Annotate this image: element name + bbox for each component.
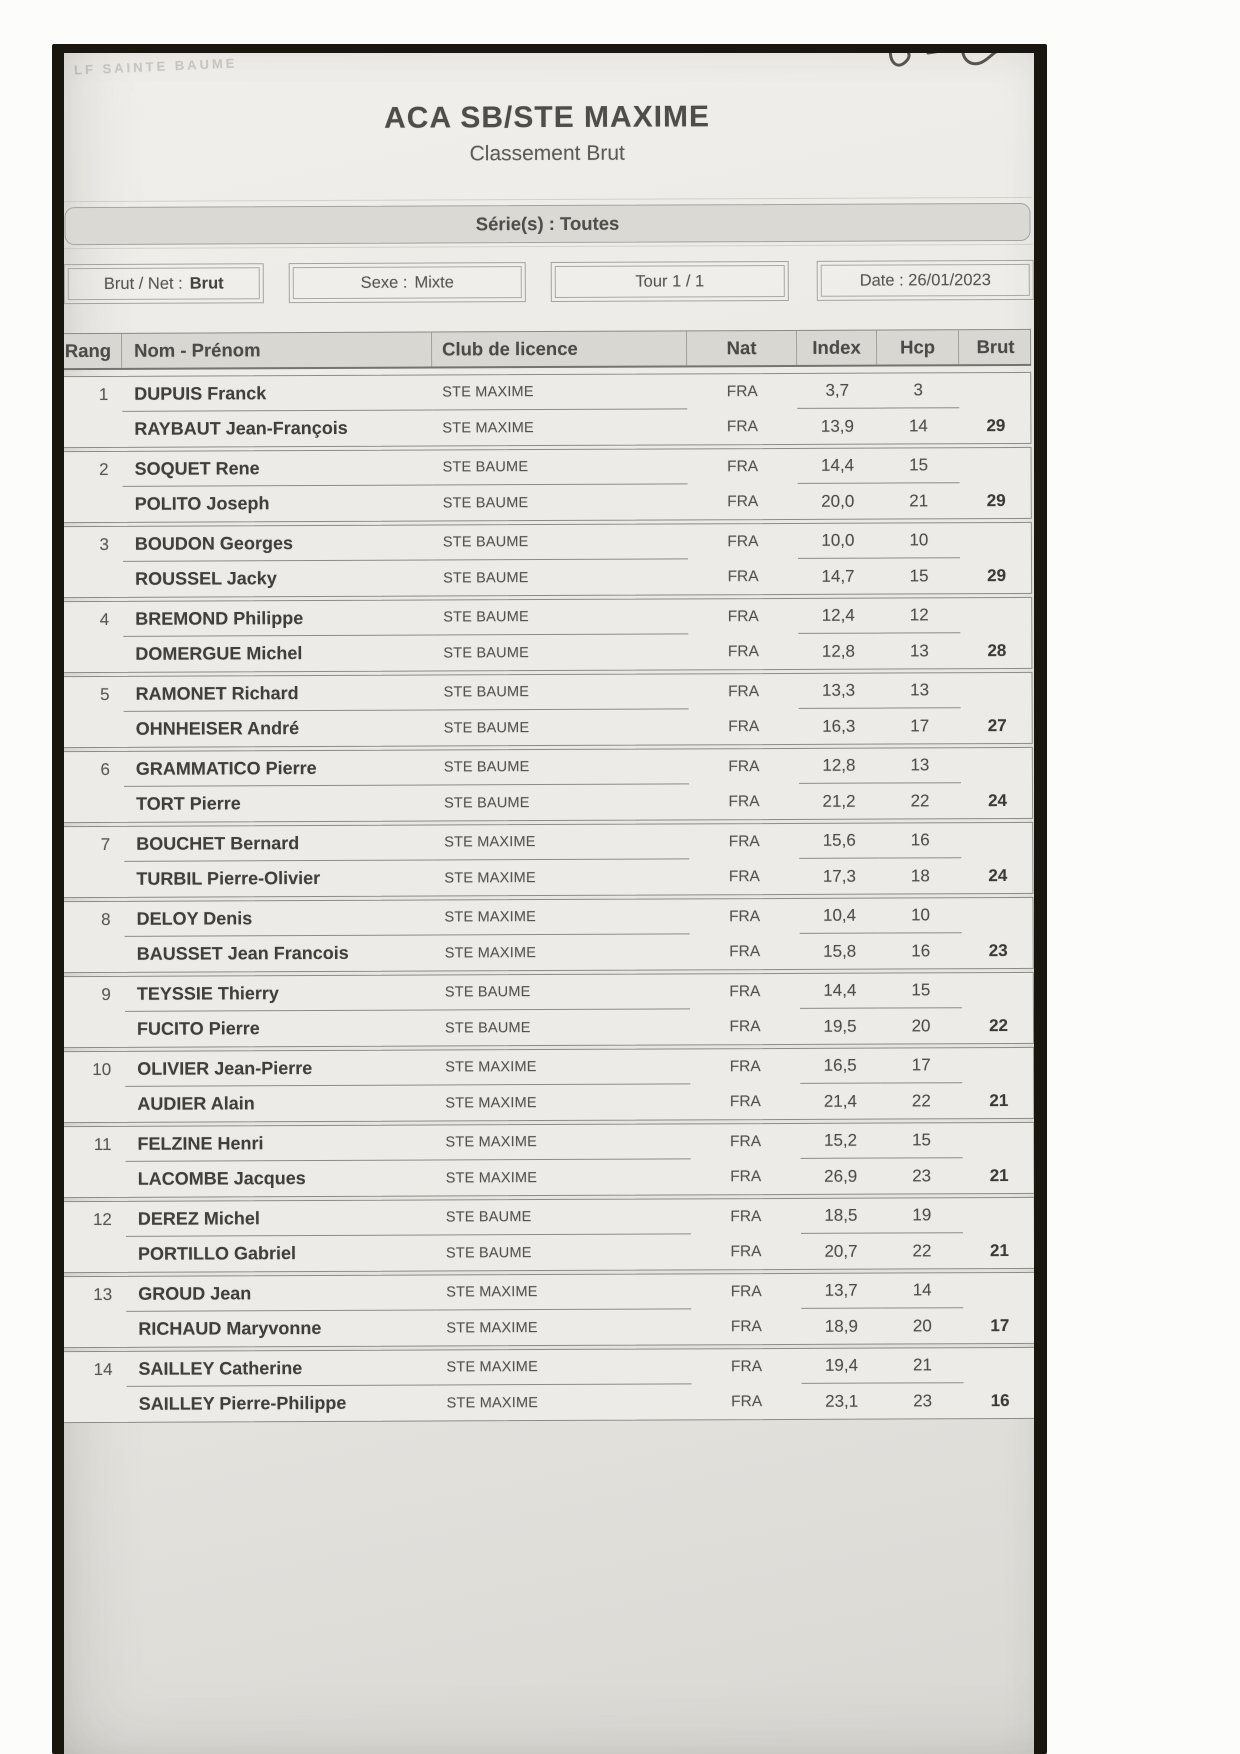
team-rank-spacer xyxy=(64,412,122,447)
team-brut: 24 xyxy=(988,865,1008,885)
team-brut: 21 xyxy=(989,1240,1009,1260)
player-name: TEYSSIE Thierry xyxy=(125,976,435,1012)
player-row-2 xyxy=(64,1158,1034,1197)
player-name: OLIVIER Jean-Pierre xyxy=(125,1051,435,1087)
filter-tour-label: Tour 1 / 1 xyxy=(635,271,705,291)
player-club: STE MAXIME xyxy=(444,869,536,886)
player-hcp: 12 xyxy=(878,598,960,633)
player-hcp: 15 xyxy=(909,565,929,585)
header-cell-club: Club de licence xyxy=(432,331,687,366)
filter-row xyxy=(64,260,1033,304)
player-row-1 xyxy=(64,1198,1034,1237)
team-block xyxy=(64,672,1033,748)
player-hcp: 15 xyxy=(880,1123,962,1158)
team-rank: 9 xyxy=(101,984,111,1004)
team-brut: 27 xyxy=(987,715,1007,735)
player-club: STE MAXIME xyxy=(444,944,537,961)
player-name: FUCITO Pierre xyxy=(136,1018,260,1039)
filter-brut-net-label: Brut / Net : xyxy=(103,274,183,293)
team-rank-spacer xyxy=(64,712,124,747)
player-club: STE BAUME xyxy=(443,719,530,736)
player-index: 18,9 xyxy=(824,1316,858,1336)
scan-frame xyxy=(52,44,1047,1754)
player-index: 17,3 xyxy=(822,866,856,886)
player-row-1 xyxy=(64,1348,1034,1387)
player-nat: FRA xyxy=(728,832,760,850)
team-block xyxy=(64,522,1032,598)
filter-sexe-value: Mixte xyxy=(414,272,454,292)
player-name: TORT Pierre xyxy=(136,793,241,814)
team-brut: 21 xyxy=(989,1090,1009,1110)
team-block xyxy=(64,372,1031,448)
player-index: 10,4 xyxy=(799,899,879,934)
player-row-1 xyxy=(64,748,1032,787)
player-nat: FRA xyxy=(729,1057,761,1075)
player-name: DELOY Denis xyxy=(124,901,434,937)
player-row-2 xyxy=(64,933,1033,972)
player-name: GROUD Jean xyxy=(126,1275,436,1311)
team-block xyxy=(64,1047,1034,1123)
player-row-2 xyxy=(64,1008,1033,1047)
series-bar xyxy=(64,203,1030,245)
team-rank: 14 xyxy=(93,1359,113,1379)
team-brut: 22 xyxy=(989,1015,1009,1035)
player-hcp: 16 xyxy=(879,823,961,858)
player-hcp: 10 xyxy=(879,898,961,933)
team-brut: 28 xyxy=(987,640,1007,660)
player-nat: FRA xyxy=(726,382,758,400)
team-block xyxy=(64,1272,1034,1348)
team-brut-spacer xyxy=(959,373,1032,408)
player-nat: FRA xyxy=(728,757,760,775)
team-block xyxy=(64,1122,1034,1198)
team-block xyxy=(64,972,1034,1048)
player-name: GRAMMATICO Pierre xyxy=(124,751,434,787)
player-club: STE BAUME xyxy=(435,974,690,1010)
team-rank: 4 xyxy=(99,609,110,629)
team-rank-spacer xyxy=(64,787,124,822)
filter-sexe-label: Sexe : xyxy=(360,273,408,292)
player-index: 12,8 xyxy=(821,641,855,661)
player-row-1 xyxy=(64,973,1033,1012)
player-club: STE BAUME xyxy=(433,674,688,710)
player-club: STE MAXIME xyxy=(432,374,687,410)
player-hcp: 20 xyxy=(911,1015,931,1035)
team-rank-spacer xyxy=(64,1237,126,1272)
player-index: 18,5 xyxy=(801,1199,881,1234)
player-name: BREMOND Philippe xyxy=(123,601,433,637)
player-name: DOMERGUE Michel xyxy=(135,643,303,664)
player-hcp: 23 xyxy=(913,1390,933,1410)
player-hcp: 17 xyxy=(910,715,930,735)
player-row-1 xyxy=(64,898,1033,937)
player-index: 14,4 xyxy=(800,974,880,1009)
player-nat: FRA xyxy=(727,567,759,585)
team-brut-spacer xyxy=(963,1273,1034,1308)
player-index: 15,6 xyxy=(799,824,879,859)
player-index: 26,9 xyxy=(824,1166,858,1186)
team-brut: 16 xyxy=(990,1390,1010,1410)
team-rank-spacer xyxy=(64,637,123,672)
player-name: RAYBAUT Jean-François xyxy=(134,417,348,439)
player-row-1 xyxy=(64,1048,1033,1087)
player-nat: FRA xyxy=(728,682,760,700)
player-club: STE BAUME xyxy=(443,644,530,661)
team-brut-spacer xyxy=(962,1048,1034,1083)
player-club: STE MAXIME xyxy=(434,824,689,860)
player-hcp: 13 xyxy=(878,673,960,708)
player-name: POLITO Joseph xyxy=(134,493,270,514)
player-index: 13,3 xyxy=(798,674,878,709)
player-index: 15,8 xyxy=(823,941,857,961)
team-brut-spacer xyxy=(961,898,1034,933)
player-nat: FRA xyxy=(727,607,759,625)
player-index: 21,4 xyxy=(823,1091,857,1111)
player-index: 3,7 xyxy=(797,374,877,409)
player-row-2 xyxy=(64,633,1031,672)
player-index: 20,7 xyxy=(824,1241,858,1261)
player-name: TURBIL Pierre-Olivier xyxy=(136,868,321,889)
team-brut-spacer xyxy=(960,523,1033,558)
player-row-2 xyxy=(64,1383,1034,1422)
player-hcp: 14 xyxy=(908,415,928,435)
player-club: STE MAXIME xyxy=(445,1169,538,1186)
team-rank: 8 xyxy=(101,909,111,929)
team-brut-spacer xyxy=(960,448,1033,483)
team-brut-spacer xyxy=(961,823,1034,858)
team-rank-spacer xyxy=(64,1312,126,1347)
player-hcp: 3 xyxy=(877,373,959,408)
player-club: STE MAXIME xyxy=(436,1349,691,1385)
team-rank: 5 xyxy=(100,684,110,704)
player-club: STE BAUME xyxy=(434,749,689,785)
player-hcp: 18 xyxy=(910,865,930,885)
player-index: 10,0 xyxy=(798,524,878,559)
player-hcp: 17 xyxy=(880,1048,962,1083)
team-block xyxy=(64,1197,1034,1273)
team-block xyxy=(64,897,1034,973)
player-hcp: 22 xyxy=(912,1240,932,1260)
filter-box-date xyxy=(817,260,1034,301)
filter-brut-net-value: Brut xyxy=(189,273,224,293)
player-hcp: 13 xyxy=(879,748,961,783)
header-cell-index: Index xyxy=(797,331,877,365)
results-table xyxy=(64,329,1034,1426)
team-rank-spacer xyxy=(64,1162,126,1197)
player-hcp: 22 xyxy=(911,1090,931,1110)
team-rank: 2 xyxy=(99,459,109,479)
player-row-2 xyxy=(64,1308,1034,1347)
player-index: 14,7 xyxy=(821,566,855,586)
player-index: 20,0 xyxy=(821,491,855,511)
fold-line-bottom xyxy=(64,244,1033,249)
team-brut-spacer xyxy=(962,973,1034,1008)
player-club: STE MAXIME xyxy=(442,419,534,436)
player-row-1 xyxy=(64,1273,1034,1312)
player-club: STE BAUME xyxy=(433,524,688,560)
player-name: ROUSSEL Jacky xyxy=(135,568,277,589)
player-index: 12,8 xyxy=(799,749,879,784)
team-brut: 24 xyxy=(988,790,1008,810)
team-brut: 29 xyxy=(986,490,1006,510)
player-club: STE MAXIME xyxy=(446,1319,538,1336)
player-index: 13,7 xyxy=(801,1274,881,1309)
player-nat: FRA xyxy=(730,1317,762,1335)
player-name: OHNHEISER André xyxy=(135,718,300,739)
player-index: 12,4 xyxy=(798,599,878,634)
player-hcp: 20 xyxy=(912,1315,932,1335)
player-hcp: 21 xyxy=(881,1348,963,1383)
player-row-2 xyxy=(64,708,1032,747)
player-club: STE MAXIME xyxy=(435,1124,690,1160)
team-brut: 29 xyxy=(986,415,1006,435)
player-name: LACOMBE Jacques xyxy=(137,1168,306,1189)
filter-box-brut-net xyxy=(64,263,264,304)
teams-body xyxy=(64,372,1034,1423)
table-header-row xyxy=(64,329,1031,370)
team-rank-spacer xyxy=(64,862,124,897)
player-club: STE MAXIME xyxy=(445,1094,537,1111)
player-row-2 xyxy=(64,858,1032,897)
player-row-1 xyxy=(64,373,1030,412)
player-index: 19,5 xyxy=(823,1016,857,1036)
player-name: RAMONET Richard xyxy=(123,676,433,712)
player-nat: FRA xyxy=(731,1392,763,1410)
player-name: BOUDON Georges xyxy=(123,526,433,562)
player-nat: FRA xyxy=(729,942,761,960)
player-hcp: 10 xyxy=(878,523,960,558)
team-brut-spacer xyxy=(961,748,1034,783)
player-index: 16,5 xyxy=(800,1049,880,1084)
fold-line-top xyxy=(64,197,1032,202)
player-row-2 xyxy=(64,1233,1034,1272)
player-club: STE MAXIME xyxy=(434,899,689,935)
player-row-1 xyxy=(64,523,1031,562)
player-row-1 xyxy=(64,448,1031,487)
player-hcp: 13 xyxy=(909,640,929,660)
header-cell-hcp: Hcp xyxy=(877,330,959,364)
player-row-2 xyxy=(64,783,1032,822)
team-rank-spacer xyxy=(64,1387,127,1422)
player-row-2 xyxy=(64,408,1030,447)
player-hcp: 19 xyxy=(881,1198,963,1233)
team-rank: 1 xyxy=(98,384,109,404)
player-nat: FRA xyxy=(730,1207,762,1225)
player-row-2 xyxy=(64,558,1031,597)
team-block xyxy=(64,597,1032,673)
player-hcp: 23 xyxy=(912,1165,932,1185)
team-block xyxy=(64,1347,1034,1423)
player-hcp: 16 xyxy=(911,940,931,960)
team-rank: 7 xyxy=(100,834,111,854)
player-nat: FRA xyxy=(728,867,760,885)
player-index: 19,4 xyxy=(801,1349,881,1384)
paper-sheet xyxy=(64,53,1034,1754)
page-subtitle: Classement Brut xyxy=(469,141,625,166)
player-nat: FRA xyxy=(727,457,759,475)
team-brut: 23 xyxy=(988,940,1008,960)
player-row-1 xyxy=(64,1123,1034,1162)
player-nat: FRA xyxy=(729,1132,762,1150)
player-nat: FRA xyxy=(727,492,759,510)
player-name: DUPUIS Franck xyxy=(122,376,432,412)
player-index: 23,1 xyxy=(825,1391,859,1411)
filter-date-label: Date : 26/01/2023 xyxy=(859,270,991,290)
team-block xyxy=(64,747,1033,823)
filter-box-tour xyxy=(551,261,789,302)
team-rank-spacer xyxy=(64,1087,125,1122)
player-name: AUDIER Alain xyxy=(137,1093,255,1114)
player-club: STE BAUME xyxy=(442,494,529,511)
player-club: STE BAUME xyxy=(445,1244,532,1261)
player-hcp: 15 xyxy=(878,448,960,483)
player-index: 16,3 xyxy=(822,716,856,736)
team-rank: 3 xyxy=(99,534,109,554)
team-brut: 17 xyxy=(990,1315,1010,1335)
header-cell-rank: Rang xyxy=(64,334,122,368)
player-club: STE BAUME xyxy=(436,1199,691,1235)
team-brut-spacer xyxy=(960,673,1033,708)
team-block xyxy=(64,822,1033,898)
player-hcp: 22 xyxy=(910,790,930,810)
player-name: SOQUET Rene xyxy=(123,451,433,487)
player-name: BOUCHET Bernard xyxy=(124,826,434,862)
player-club: STE BAUME xyxy=(443,569,529,586)
team-rank: 12 xyxy=(92,1209,112,1229)
player-nat: FRA xyxy=(729,1092,761,1110)
header-cell-brut: Brut xyxy=(976,335,1015,358)
player-index: 21,2 xyxy=(822,791,856,811)
player-nat: FRA xyxy=(729,982,761,1000)
team-brut-spacer xyxy=(963,1198,1034,1233)
page-title: ACA SB/STE MAXIME xyxy=(384,100,711,135)
player-hcp: 15 xyxy=(880,973,962,1008)
team-rank: 13 xyxy=(93,1284,113,1304)
player-nat: FRA xyxy=(730,1167,762,1185)
letterhead-stamp: LF SAINTE BAUME xyxy=(73,55,238,78)
player-nat: FRA xyxy=(730,1282,762,1300)
player-index: 14,4 xyxy=(798,449,878,484)
player-nat: FRA xyxy=(729,907,761,925)
player-nat: FRA xyxy=(726,417,758,435)
player-name: FELZINE Henri xyxy=(125,1126,435,1162)
team-brut: 29 xyxy=(987,565,1007,585)
team-rank-spacer xyxy=(64,1012,125,1047)
player-row-1 xyxy=(64,598,1031,637)
player-name: SAILLEY Pierre-Philippe xyxy=(138,1392,347,1414)
player-club: STE BAUME xyxy=(433,599,688,635)
team-rank-spacer xyxy=(64,937,125,972)
player-nat: FRA xyxy=(727,642,759,660)
header-cell-nat: Nat xyxy=(687,331,797,365)
player-nat: FRA xyxy=(730,1242,762,1260)
team-rank-spacer xyxy=(64,487,123,522)
player-hcp: 21 xyxy=(909,490,929,510)
player-hcp: 14 xyxy=(881,1273,963,1308)
team-rank: 11 xyxy=(93,1134,112,1154)
player-club: STE BAUME xyxy=(444,794,530,811)
player-row-2 xyxy=(64,483,1031,522)
player-club: STE MAXIME xyxy=(446,1394,539,1411)
player-club: STE MAXIME xyxy=(436,1274,691,1310)
player-row-1 xyxy=(64,673,1032,712)
player-club: STE BAUME xyxy=(444,1019,531,1036)
team-rank: 6 xyxy=(100,759,110,779)
player-nat: FRA xyxy=(728,792,760,810)
document-content xyxy=(64,53,1034,1754)
player-nat: FRA xyxy=(728,717,760,735)
header-cell-name: Nom - Prénom xyxy=(122,333,432,368)
team-brut-spacer xyxy=(960,598,1033,633)
player-row-2 xyxy=(64,1083,1033,1122)
player-club: STE BAUME xyxy=(433,449,688,485)
player-club: STE MAXIME xyxy=(435,1049,690,1085)
team-rank-spacer xyxy=(64,562,123,597)
team-block xyxy=(64,447,1032,523)
player-index: 13,9 xyxy=(820,416,854,436)
team-brut: 21 xyxy=(989,1165,1009,1185)
player-name: PORTILLO Gabriel xyxy=(137,1243,297,1264)
team-brut-spacer xyxy=(963,1348,1034,1383)
player-nat: FRA xyxy=(729,1017,761,1035)
player-nat: FRA xyxy=(727,532,759,550)
team-rank: 10 xyxy=(92,1059,112,1079)
player-row-1 xyxy=(64,823,1032,862)
player-nat: FRA xyxy=(730,1357,763,1375)
player-name: DEREZ Michel xyxy=(126,1201,436,1237)
player-name: SAILLEY Catherine xyxy=(126,1350,436,1386)
player-name: BAUSSET Jean Francois xyxy=(136,942,349,964)
player-index: 15,2 xyxy=(800,1124,880,1159)
team-brut-spacer xyxy=(962,1123,1034,1158)
filter-box-sexe xyxy=(289,262,526,303)
series-bar-label: Série(s) : Toutes xyxy=(475,212,620,235)
player-name: RICHAUD Maryvonne xyxy=(138,1318,322,1339)
